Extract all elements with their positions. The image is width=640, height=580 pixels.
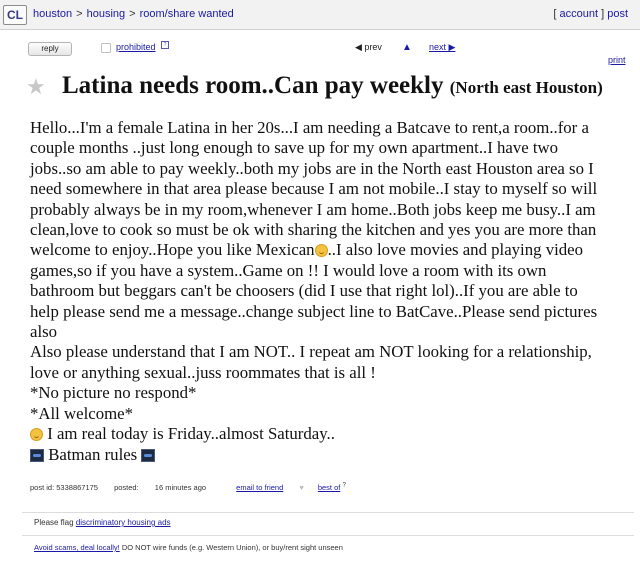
batman-emoji-icon bbox=[141, 449, 155, 462]
craigslist-logo[interactable]: CL bbox=[3, 5, 27, 25]
friday-text: I am real today is Friday..almost Saturday.. bbox=[43, 424, 335, 444]
next-link[interactable]: next ▶ bbox=[429, 42, 456, 52]
posted-time bbox=[114, 483, 220, 492]
grimacing-face-icon bbox=[30, 428, 43, 441]
next-label: next bbox=[429, 42, 447, 52]
post-body-paragraph bbox=[30, 118, 610, 342]
bracket-open: [ bbox=[553, 8, 557, 20]
best-of-help-icon[interactable]: ? bbox=[342, 481, 346, 488]
divider bbox=[22, 535, 634, 536]
batman-text: Batman rules bbox=[44, 444, 142, 464]
heart-icon: ♥ bbox=[299, 482, 304, 492]
prev-label: prev bbox=[364, 42, 382, 52]
batman-emoji-icon bbox=[30, 449, 44, 462]
best-of-link[interactable]: best of bbox=[317, 482, 341, 492]
all-welcome-line: *All welcome* bbox=[30, 403, 133, 423]
post-body bbox=[30, 118, 610, 465]
breadcrumb-housing[interactable]: housing bbox=[86, 8, 126, 20]
breadcrumb bbox=[33, 8, 234, 20]
footer-notices bbox=[22, 512, 634, 572]
post-meta bbox=[30, 481, 360, 492]
account-link[interactable]: account bbox=[559, 8, 599, 20]
favorite-star-icon[interactable]: ★ bbox=[26, 74, 46, 99]
header-bar bbox=[0, 0, 640, 30]
posted-value: 16 minutes ago bbox=[154, 482, 207, 492]
scam-notice bbox=[34, 543, 343, 552]
reply-button[interactable]: reply bbox=[28, 42, 72, 56]
body-part-2: ..I also love movies and playing video games,so if you have a system..Game on !! I would love a room with its own bathroom but beggars can't be choosers (did I use that right lol)..If you are able to help please send me a message..change subject line to BatCave..Please send pictures also bbox=[30, 240, 598, 342]
breadcrumb-houston[interactable]: houston bbox=[33, 8, 73, 20]
flag-notice bbox=[34, 518, 171, 527]
post-id: post id: 5338867175 bbox=[30, 482, 98, 492]
post-title bbox=[62, 72, 622, 100]
discriminatory-ads-link[interactable]: discriminatory housing ads bbox=[75, 518, 171, 527]
bracket-close: ] bbox=[601, 8, 605, 20]
body-part-3: Also please understand that I am NOT.. I repeat am NOT looking for a relationship, love or anything sexual..juss roommates that is all ! bbox=[30, 342, 592, 382]
body-part-1: Hello...I'm a female Latina in her 20s...I am needing a Batcave to rent,a room..for a couple months ..just long enough to save up for my own apartment..I have two jobs..so am able to pay weekly..both my jobs are in the North east Houston area so I need somewhere in that area please because I am not mobile..I stay to myself so will probably always be in my room,whenever I am home..Both jobs keep me busy..I am clean,love to cook so must be ok with sharing the kitchen and yes you are more than welcome to enjoy..Hope you like Mexican bbox=[30, 118, 598, 260]
post-link[interactable]: post bbox=[607, 8, 628, 20]
post-title-text: Latina needs room..Can pay weekly bbox=[62, 72, 444, 99]
prohibited-link[interactable]: prohibited bbox=[116, 42, 156, 52]
up-arrow-icon[interactable]: ▲ bbox=[402, 42, 412, 53]
account-nav bbox=[553, 8, 628, 20]
no-picture-line: *No picture no respond* bbox=[30, 383, 197, 403]
flag-prefix: Please flag bbox=[34, 518, 76, 527]
posted-label: posted: bbox=[114, 482, 139, 492]
print-link[interactable]: print bbox=[608, 55, 626, 65]
batman-line bbox=[30, 445, 610, 465]
avoid-scams-link[interactable]: Avoid scams, deal locally! bbox=[34, 543, 120, 552]
prohibited-help-icon[interactable]: ? bbox=[161, 41, 169, 49]
prohibited-checkbox[interactable] bbox=[101, 43, 111, 53]
breadcrumb-separator: > bbox=[76, 8, 83, 20]
post-location: (North east Houston) bbox=[449, 78, 603, 97]
breadcrumb-room-share-wanted[interactable]: room/share wanted bbox=[139, 8, 234, 20]
grinning-face-icon bbox=[315, 244, 328, 257]
breadcrumb-separator: > bbox=[129, 8, 136, 20]
prev-link[interactable]: ◀ prev bbox=[355, 42, 382, 52]
email-to-friend-link[interactable]: email to friend bbox=[236, 482, 284, 492]
friday-line bbox=[30, 424, 610, 444]
scam-text: DO NOT wire funds (e.g. Western Union), or buy/rent sight unseen bbox=[119, 543, 343, 552]
